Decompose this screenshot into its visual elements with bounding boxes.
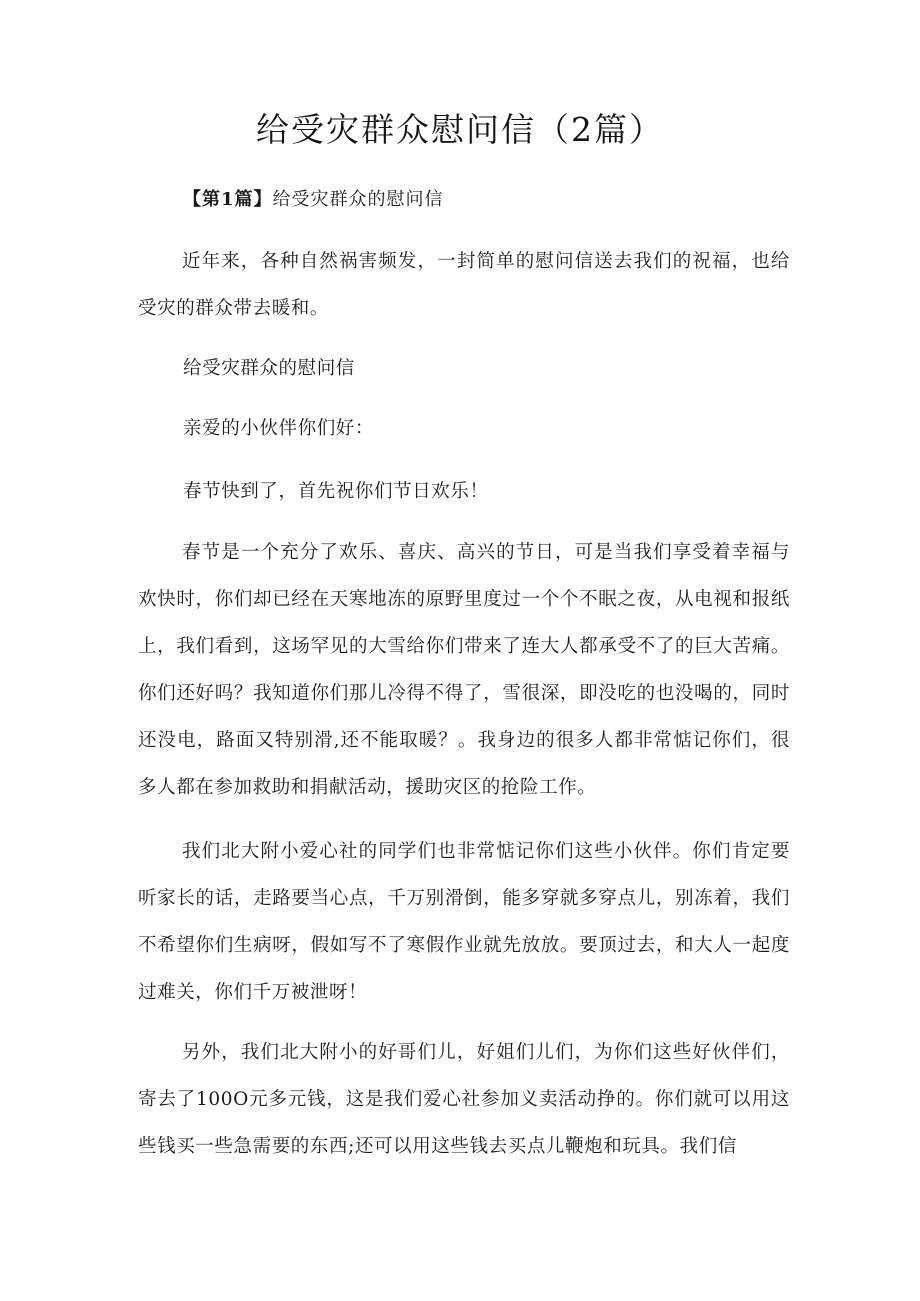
document-title: 给受灾群众慰问信（2篇）: [256, 110, 664, 149]
section-number: 【第1篇】: [183, 189, 273, 210]
letter-greeting: 亲爱的小伙伴你们好：: [183, 418, 375, 439]
body-paragraph: 春节是一个充分了欢乐、喜庆、高兴的节日，可是当我们享受着幸福与欢快时，你们却已经在天寒地冻的原野里度过一个个不眠之夜，从电视和报纸上，我们看到，这场罕见的大雪给你们带来了连大人都承受不了的巨大苦痛。你们还好吗？我知道你们那儿冷得不得了，雪很深，即没吃的也没喝的，同时还没电，路面又特别滑,还不能取暖？。我身边的很多人都非常惦记你们，很多人都在参加救助和捐献活动，援助灾区的抢险工作。: [138, 542, 790, 798]
intro-paragraph: 近年来，各种自然祸害频发，一封简单的慰问信送去我们的祝福，也给受灾的群众带去暖和。: [138, 251, 790, 319]
section-heading: [183, 186, 444, 214]
section-title: 给受灾群众的慰问信: [272, 189, 444, 210]
letter-wish: 春节快到了，首先祝你们节日欢乐！: [183, 481, 489, 502]
body-paragraph: 我们北大附小爱心社的同学们也非常惦记你们这些小伙伴。你们肯定要听家长的话，走路要当心点，千万别滑倒，能多穿就多穿点儿，别冻着，我们不希望你们生病呀，假如写不了寒假作业就先放放。要顶过去，和大人一起度过难关，你们千万被泄呀！: [138, 841, 790, 1003]
body-paragraph: 另外，我们北大附小的好哥们儿，好姐们儿们，为你们这些好伙伴们，寄去了100O元多元钱，这是我们爱心社参加义卖活动挣的。你们就可以用这些钱买一些急需要的东西;还可以用这些钱去买点儿鞭炮和玩具。我们信: [138, 1042, 790, 1157]
letter-title: 给受灾群众的慰问信: [183, 358, 355, 379]
